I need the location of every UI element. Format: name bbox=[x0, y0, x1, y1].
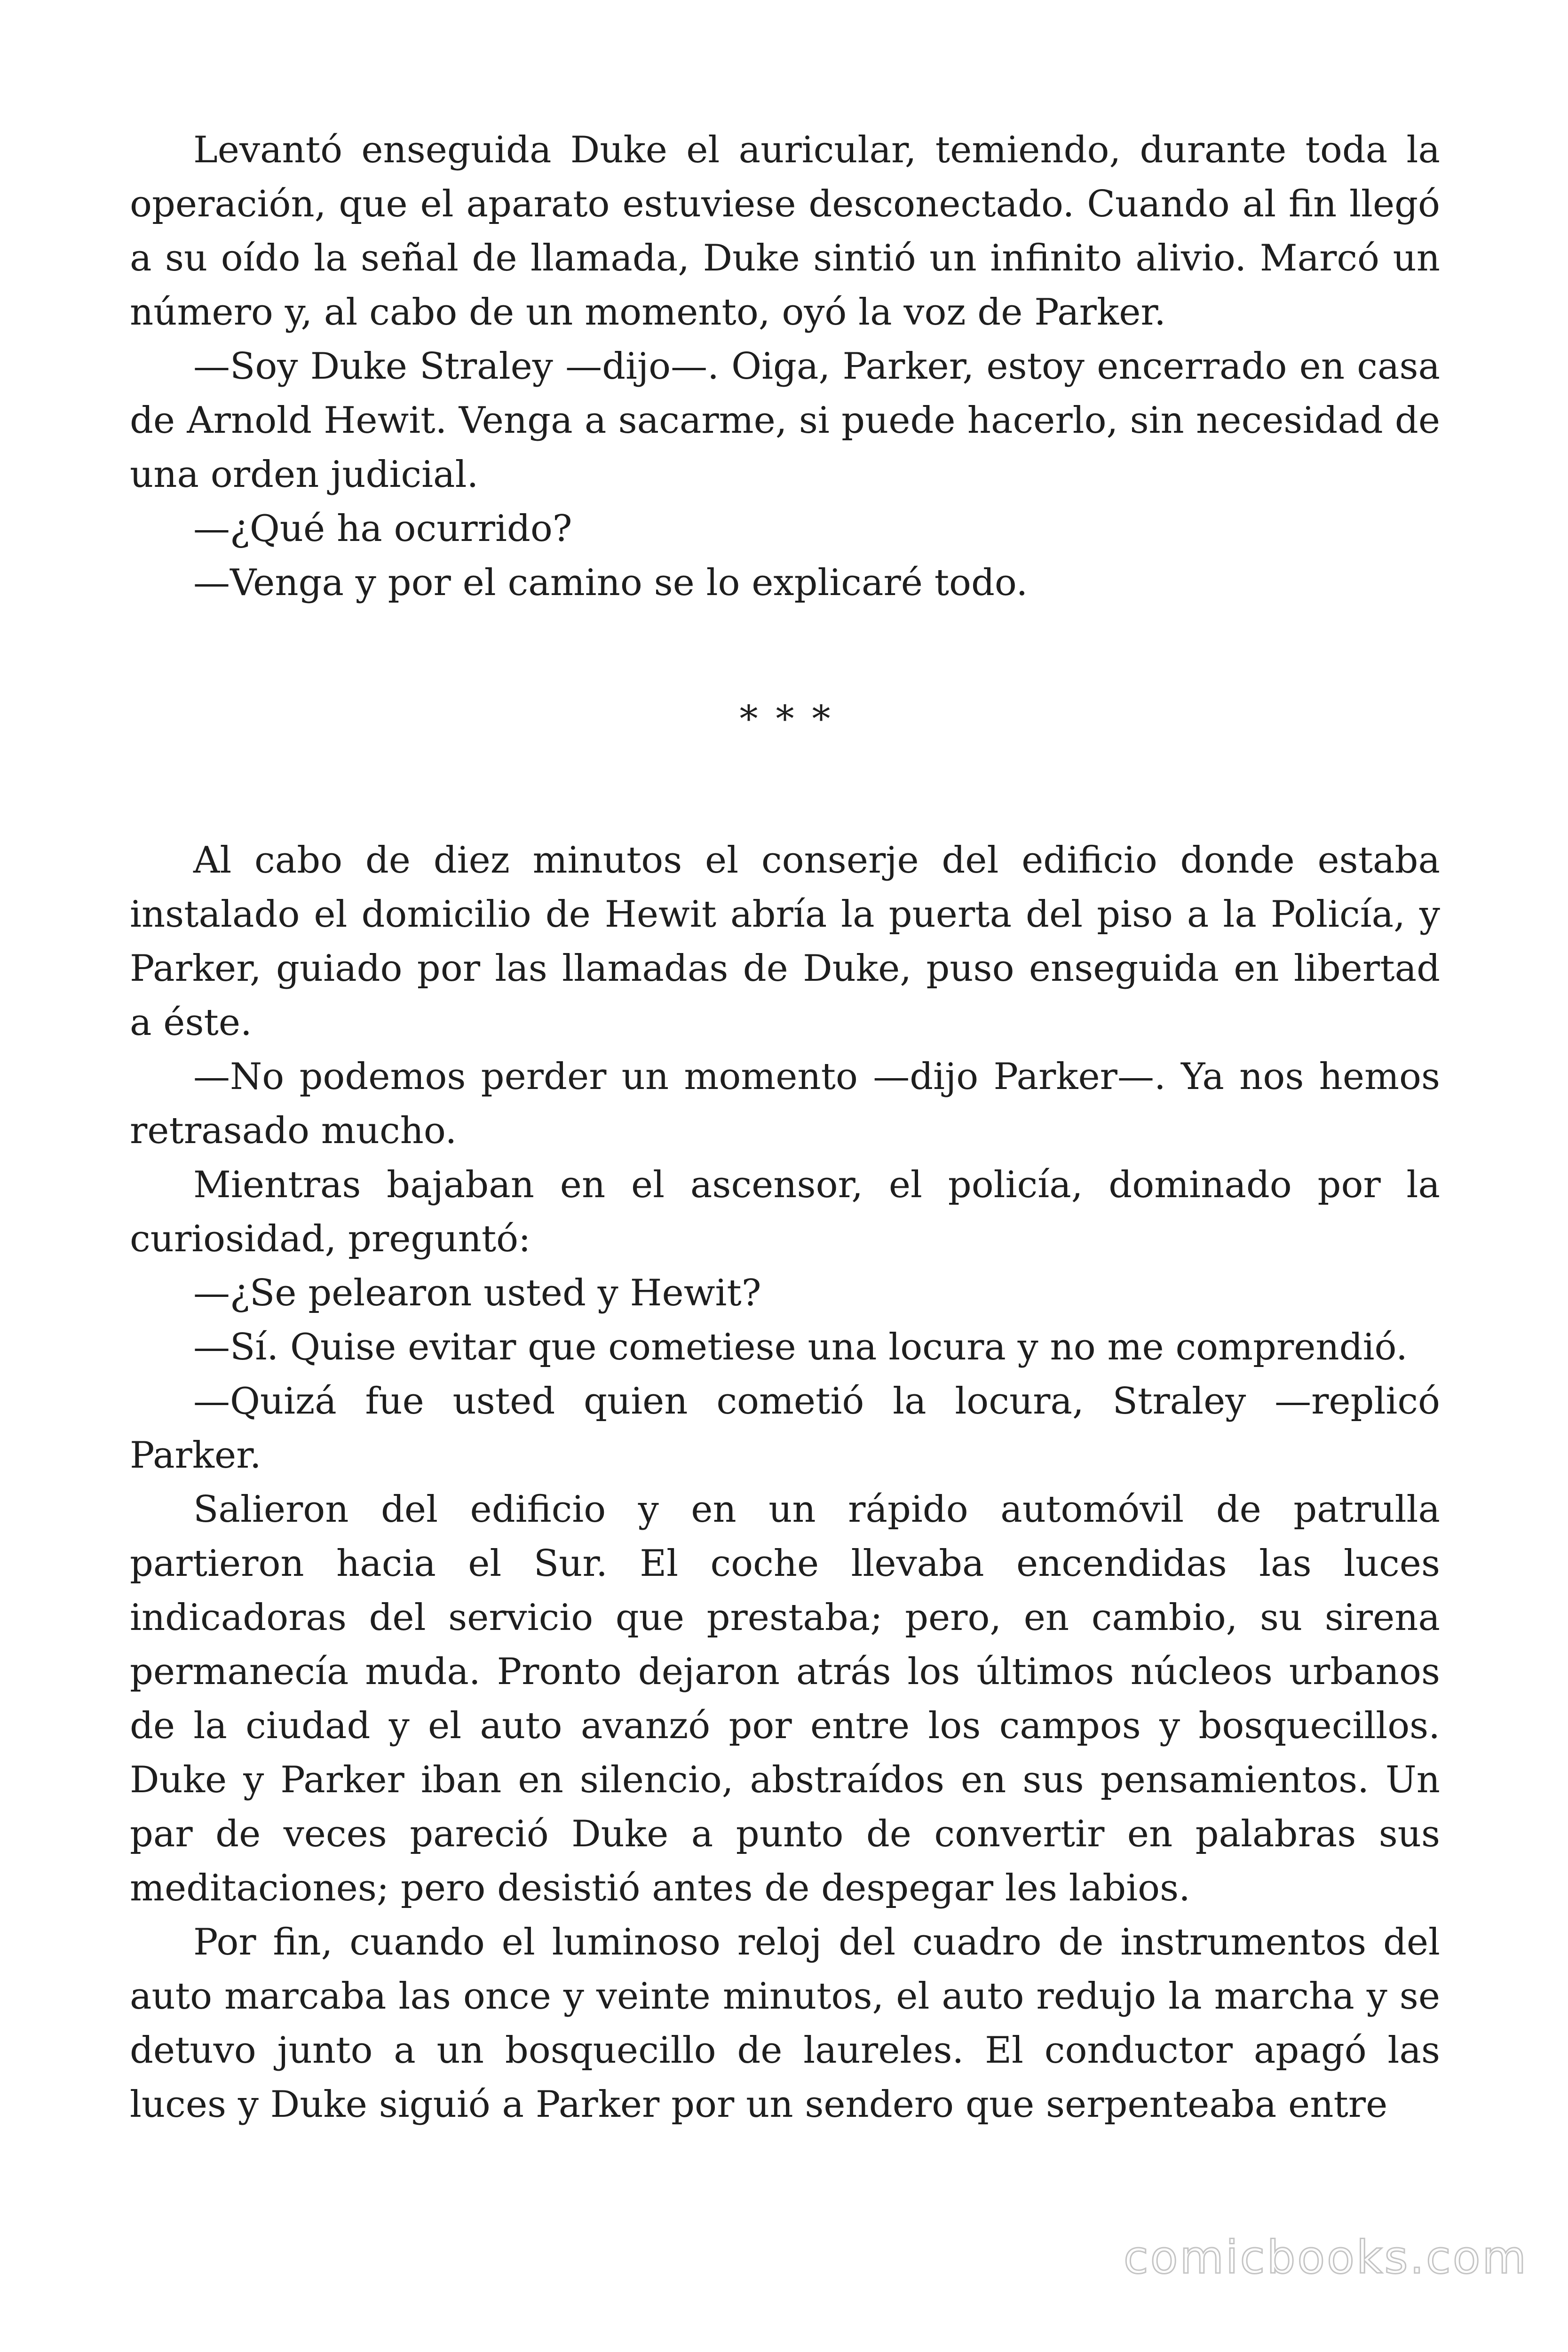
paragraph: Salieron del edificio y en un rápido automóvil de patrulla partieron hacia el Sur. El coche llevaba encendidas las luces indicadoras del servicio que prestaba; pero, en cambio, su sirena permanecía muda. Pronto dejaron atrás los últimos núcleos urbanos de la ciudad y el auto avanzó por entre los campos y bosquecillos. Duke y Parker iban en silencio, abstraídos en sus pensamientos. Un par de veces pareció Duke a punto de convertir en palabras sus meditaciones; pero desistió antes de despegar les labios. bbox=[130, 1488, 1440, 1909]
paragraph: —No podemos perder un momento —dijo Parker—. Ya nos hemos retrasado mucho. bbox=[130, 1056, 1440, 1152]
text-section-1 bbox=[130, 123, 1440, 610]
paragraph: —¿Qué ha ocurrido? bbox=[193, 508, 572, 550]
section-separator: *** bbox=[739, 698, 848, 740]
book-page bbox=[130, 123, 1440, 2132]
paragraph: —Venga y por el camino se lo explicaré todo. bbox=[193, 562, 1028, 604]
text-section-2 bbox=[130, 834, 1440, 2132]
paragraph: —Soy Duke Straley —dijo—. Oiga, Parker, estoy encerrado en casa de Arnold Hewit. Venga a sacarme, si puede hacerlo, sin necesidad de una orden judicial. bbox=[130, 345, 1440, 496]
paragraph: Mientras bajaban en el ascensor, el policía, dominado por la curiosidad, preguntó: bbox=[130, 1164, 1440, 1260]
paragraph: Por fin, cuando el luminoso reloj del cuadro de instrumentos del auto marcaba las once y veinte minutos, el auto redujo la marcha y se detuvo junto a un bosquecillo de laureles. El conductor apagó las luces y Duke siguió a Parker por un sendero que serpenteaba entre bbox=[130, 1921, 1440, 2126]
paragraph: —Quizá fue usted quien cometió la locura, Straley —replicó Parker. bbox=[130, 1380, 1440, 1477]
paragraph: —¿Se pelearon usted y Hewit? bbox=[193, 1272, 761, 1314]
paragraph: Levantó enseguida Duke el auricular, temiendo, durante toda la operación, que el aparato estuviese desconectado. Cuando al fin llegó a su oído la señal de llamada, Duke sintió un infinito alivio. Marcó un número y, al cabo de un momento, oyó la voz de Parker. bbox=[130, 129, 1440, 334]
paragraph: Al cabo de diez minutos el conserje del edificio donde estaba instalado el domicilio de Hewit abría la puerta del piso a la Policía, y Parker, guiado por las llamadas de Duke, puso enseguida en libertad a éste. bbox=[130, 839, 1440, 1044]
watermark: comicbooks.com bbox=[1123, 2231, 1528, 2284]
paragraph: —Sí. Quise evitar que cometiese una locura y no me comprendió. bbox=[193, 1326, 1408, 1368]
